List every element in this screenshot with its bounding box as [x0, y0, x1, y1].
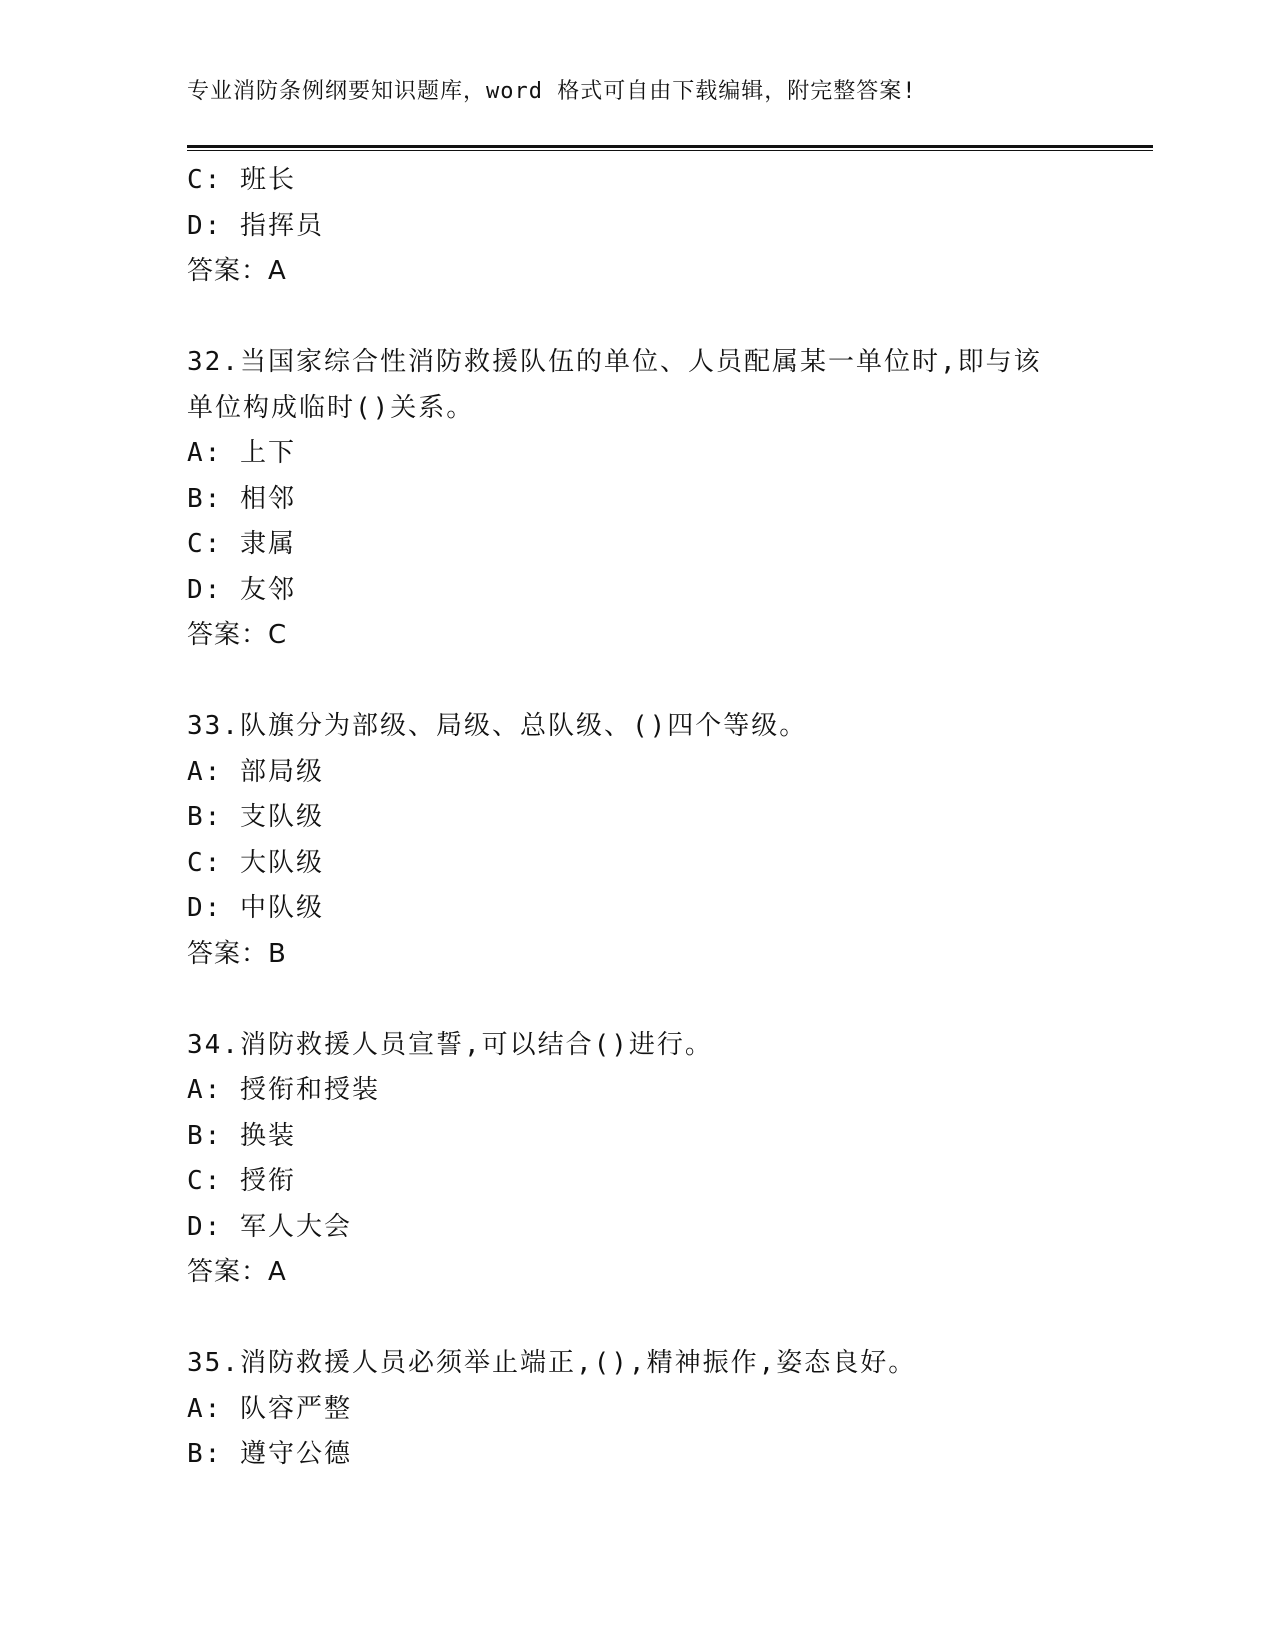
spacer: [187, 1296, 1087, 1342]
answer-line: 答案：A: [187, 256, 287, 286]
spacer: [187, 659, 1087, 705]
question-content: [187, 158, 1087, 1478]
option-c: C: 班长: [187, 165, 296, 195]
option-b: B: 遵守公德: [187, 1439, 352, 1469]
page-header-title: 专业消防条例纲要知识题库，word 格式可自由下载编辑，附完整答案!: [187, 79, 917, 104]
option-d: D: 军人大会: [187, 1211, 352, 1242]
spacer: [187, 977, 1087, 1023]
option-d: D: 友邻: [187, 574, 296, 605]
question-35: [187, 1341, 1087, 1478]
header-divider-thin: [187, 150, 1153, 151]
answer-line: 答案：C: [187, 620, 288, 650]
option-b: B: 换装: [187, 1120, 296, 1151]
spacer: [187, 295, 1087, 341]
option-a: A: 队容严整: [187, 1393, 352, 1424]
question-33: [187, 704, 1087, 977]
option-b: B: 支队级: [187, 802, 324, 832]
option-a: A: 授衔和授装: [187, 1075, 380, 1105]
question-32: [187, 340, 1087, 659]
question-stem: 33.队旗分为部级、局级、总队级、()四个等级。: [187, 711, 808, 741]
option-b: B: 相邻: [187, 483, 296, 514]
answer-line: 答案：B: [187, 938, 287, 969]
question-stem: 35.消防救援人员必须举止端正,(),精神振作,姿态良好。: [187, 1348, 917, 1378]
option-a: A: 上下: [187, 438, 296, 468]
option-c: C: 大队级: [187, 847, 324, 878]
question-stem: 32.当国家综合性消防救援队伍的单位、人员配属某一单位时,即与该: [187, 347, 1042, 377]
option-c: C: 授衔: [187, 1166, 296, 1196]
question-34: [187, 1023, 1087, 1296]
option-d: D: 中队级: [187, 893, 324, 923]
question-stem: 34.消防救援人员宣誓,可以结合()进行。: [187, 1029, 713, 1060]
option-c: C: 隶属: [187, 529, 296, 559]
option-a: A: 部局级: [187, 756, 324, 787]
answer-line: 答案：A: [187, 1257, 287, 1287]
question-stem-continued: 单位构成临时()关系。: [187, 392, 475, 423]
header-divider-thick: [187, 145, 1153, 148]
question-31-continued: [187, 158, 1087, 295]
option-d: D: 指挥员: [187, 210, 324, 241]
